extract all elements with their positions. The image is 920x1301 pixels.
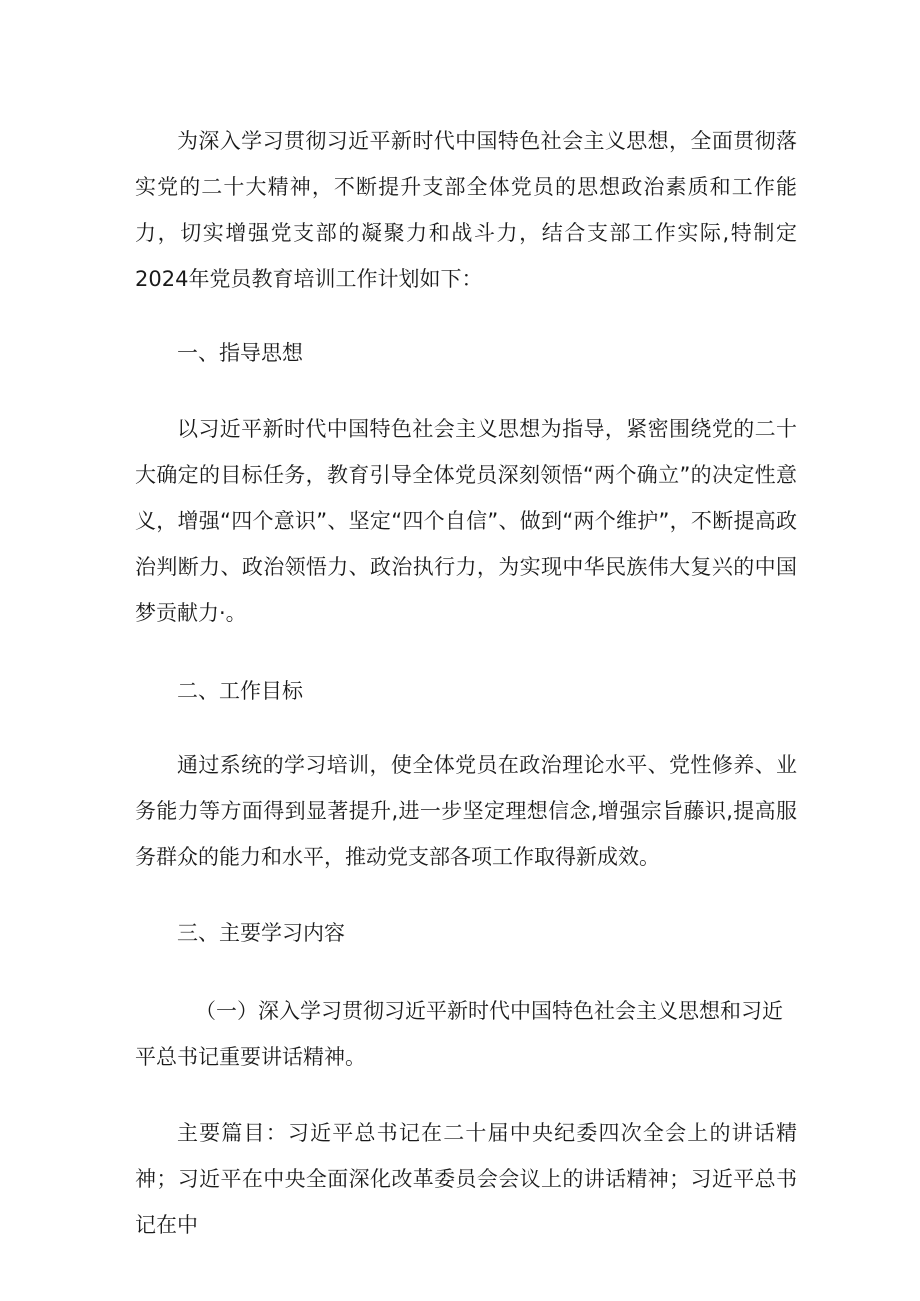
study-content-subheading-1: （一）深入学习贯彻习近平新时代中国特色社会主义思想和习近平总书记重要讲话精神。 [135,999,783,1069]
study-content-paragraph-1: 主要篇目：习近平总书记在二十届中央纪委四次全会上的讲话精神；习近平在中央全面深化改革委员会会议上的讲话精神；习近平总书记在中 [135,1121,797,1237]
guiding-ideology-paragraph: 以习近平新时代中国特色社会主义思想为指导，紧密围绕党的二十大确定的目标任务，教育引导全体党员深刻领悟“两个确立”的决定性意义，增强“四个意识”、坚定“四个自信”、做到“两个维护”，不断提高政治判断力、政治领悟力、政治执行力，为实现中华民族伟大复兴的中国梦贡献力·。 [135,417,797,625]
document-body [135,118,797,1248]
section-heading-guiding-ideology: 一、指导思想 [177,341,303,365]
work-goals-paragraph: 通过系统的学习培训，使全体党员在政治理论水平、党性修养、业务能力等方面得到显著提升,进一步坚定理想信念,增强宗旨藤识,提高服务群众的能力和水平，推动党支部各项工作取得新成效。 [135,753,797,869]
intro-paragraph: 为深入学习贯彻习近平新时代中国特色社会主义思想，全面贯彻落实党的二十大精神，不断提升支部全体党员的思想政治素质和工作能力，切实增强党支部的凝聚力和战斗力，结合支部工作实际,特制定2024年党员教育培训工作计划如下： [135,129,797,291]
section-heading-work-goals: 二、工作目标 [177,679,303,703]
section-heading-study-content: 三、主要学习内容 [177,921,345,945]
